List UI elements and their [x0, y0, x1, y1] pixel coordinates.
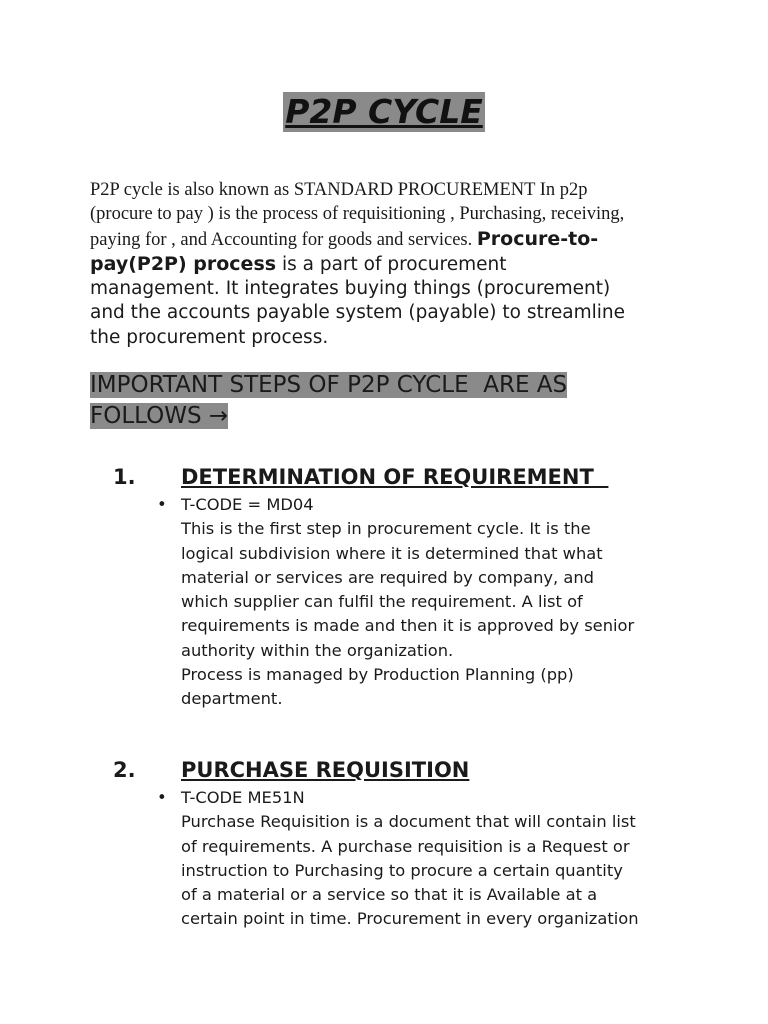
section-body	[181, 786, 681, 932]
steps-heading-line	[90, 403, 228, 429]
bullet-icon: •	[157, 495, 167, 514]
section-number: 1.	[113, 465, 136, 489]
section-body	[181, 493, 681, 712]
body-line: department.	[181, 689, 283, 709]
intro-line-text: is a part of procurement	[276, 253, 507, 275]
body-line: requirements is made and then it is approved by senior	[181, 616, 635, 636]
section-number: 2.	[113, 758, 136, 782]
section-title: DETERMINATION OF REQUIREMENT	[181, 465, 609, 489]
procure-to-pay-term: pay(P2P) process	[90, 252, 277, 275]
intro-line: P2P cycle is also known as STANDARD PROCUREMENT In p2p	[90, 180, 588, 200]
intro-line-mixed	[90, 227, 680, 252]
intro-line: (procure to pay ) is the process of requisitioning , Purchasing, receiving,	[90, 204, 625, 225]
body-line: authority within the organization.	[181, 640, 454, 660]
body-line: certain point in time. Procurement in every organization	[181, 909, 639, 929]
body-line: Process is managed by Production Planning (pp)	[181, 665, 574, 685]
steps-heading-text: FOLLOWS	[90, 403, 209, 429]
body-line: which supplier can fulfil the requirement. A list of	[181, 592, 583, 612]
intro-line-mixed	[90, 252, 680, 277]
intro-line-text: paying for , and Accounting for goods and services.	[90, 229, 473, 250]
body-line: instruction to Purchasing to procure a certain quantity	[181, 860, 623, 880]
procure-to-pay-term: Procure-to-	[476, 227, 599, 250]
title-container	[0, 92, 768, 132]
body-line: material or services are required by company, and	[181, 567, 595, 587]
body-line: logical subdivision where it is determined that what	[181, 543, 603, 563]
arrow-right-icon: →	[208, 403, 229, 429]
body-line: This is the first step in procurement cycle. It is the	[181, 519, 591, 539]
steps-heading-line: IMPORTANT STEPS OF P2P CYCLE ARE AS	[90, 372, 568, 398]
page-title: P2P CYCLE	[285, 92, 483, 131]
tcode-text: T-CODE ME51N	[181, 788, 305, 807]
intro-line: and the accounts payable system (payable) to streamline	[90, 302, 626, 324]
body-line: Purchase Requisition is a document that will contain list	[181, 812, 636, 832]
bullet-icon: •	[157, 788, 167, 807]
body-line: of requirements. A purchase requisition is a Request or	[181, 836, 630, 856]
intro-line: management. It integrates buying things (procurement)	[90, 278, 611, 300]
tcode-text: T-CODE = MD04	[181, 495, 314, 514]
section-title: PURCHASE REQUISITION	[181, 758, 470, 782]
intro-paragraph	[90, 178, 680, 350]
steps-heading	[90, 370, 690, 432]
intro-line: the procurement process.	[90, 326, 329, 348]
body-line: of a material or a service so that it is Available at a	[181, 885, 598, 905]
